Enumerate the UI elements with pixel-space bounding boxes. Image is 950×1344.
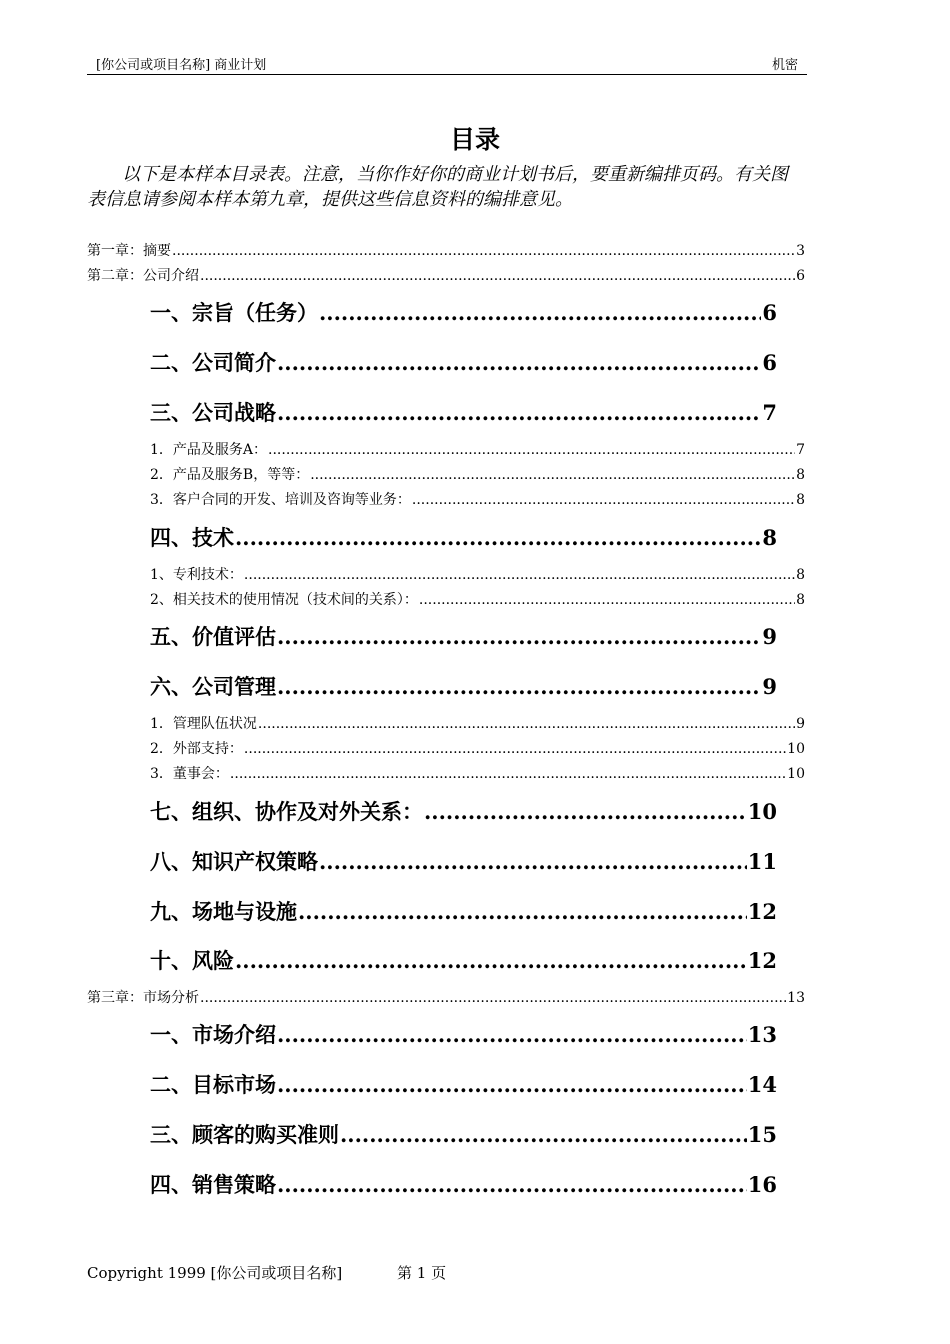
toc-page: 7 <box>762 400 777 425</box>
toc-entry[interactable] <box>150 439 805 459</box>
toc-entry[interactable] <box>87 265 805 285</box>
toc-page: 8 <box>796 467 805 483</box>
toc-entry[interactable] <box>150 1019 777 1049</box>
toc-page: 6 <box>796 268 805 284</box>
toc-label: 第二章：公司介绍 <box>87 268 199 284</box>
page-title: 目录 <box>449 125 500 154</box>
header-company-name: [你公司或项目名称] 商业计划 <box>96 58 267 73</box>
footer-page-number: 第 1 页 <box>397 1264 447 1282</box>
toc-page: 14 <box>747 1072 777 1097</box>
toc-label: 1．管理队伍状况 <box>150 716 257 732</box>
toc-label: 三、公司战略 <box>150 400 276 425</box>
toc-page: 8 <box>796 592 805 608</box>
toc-label: 2、相关技术的使用情况（技术间的关系）： <box>150 592 418 608</box>
toc-page: 8 <box>796 567 805 583</box>
toc-entry[interactable] <box>150 846 777 876</box>
toc-label: 七、组织、协作及对外关系： <box>150 799 423 824</box>
toc-label: 1、专利技术： <box>150 567 243 583</box>
footer-copyright: Copyright 1999 [你公司或项目名称] <box>87 1264 343 1282</box>
toc-page: 10 <box>747 799 777 824</box>
toc-entry[interactable] <box>150 297 777 327</box>
toc-entry[interactable] <box>150 738 805 758</box>
toc-label: 四、销售策略 <box>150 1172 276 1197</box>
toc-page: 6 <box>762 350 777 375</box>
toc-entry[interactable] <box>150 489 805 509</box>
toc-entry[interactable] <box>150 1069 777 1099</box>
toc-label: 六、公司管理 <box>150 674 276 699</box>
toc-entry[interactable] <box>150 564 805 584</box>
toc-entry[interactable] <box>150 796 777 826</box>
toc-entry[interactable] <box>150 1169 777 1199</box>
toc-entry[interactable] <box>150 896 777 926</box>
toc-label: 四、技术 <box>150 525 234 550</box>
toc-entry[interactable] <box>150 671 777 701</box>
toc-entry[interactable] <box>150 397 777 427</box>
toc-entry[interactable] <box>150 945 777 975</box>
toc-entry[interactable] <box>150 347 777 377</box>
toc-page: 13 <box>747 1022 777 1047</box>
toc-entry[interactable] <box>150 522 777 552</box>
page-header <box>87 54 807 75</box>
toc-label: 2．产品及服务B，等等： <box>150 467 310 483</box>
toc-page: 6 <box>762 300 777 325</box>
toc-label: 1．产品及服务A： <box>150 442 268 458</box>
toc-page: 16 <box>747 1172 777 1197</box>
toc-entry[interactable] <box>150 589 805 609</box>
page-footer <box>87 1262 447 1283</box>
toc-page: 9 <box>762 624 777 649</box>
toc-entry[interactable] <box>150 464 805 484</box>
header-confidential: 机密 <box>771 58 798 73</box>
toc-page: 12 <box>747 948 777 973</box>
toc-page: 15 <box>747 1122 777 1147</box>
toc-label: 第一章：摘要 <box>87 243 171 259</box>
toc-page: 10 <box>787 766 805 782</box>
toc-label: 2．外部支持： <box>150 741 243 757</box>
intro-paragraph: 以下是本样本目录表。注意，当你作好你的商业计划书后，要重新编排页码。有关图表信息请参阅本样本第九章，提供这些信息资料的编排意见。 <box>87 164 788 210</box>
toc-label: 二、目标市场 <box>150 1072 276 1097</box>
toc-page: 11 <box>747 849 777 874</box>
toc-page: 10 <box>787 741 805 757</box>
toc-page: 9 <box>762 674 777 699</box>
toc-entry[interactable] <box>87 240 805 260</box>
toc-label: 3．客户合同的开发、培训及咨询等业务： <box>150 492 411 508</box>
toc-page: 9 <box>796 716 805 732</box>
toc-entry[interactable] <box>150 621 777 651</box>
toc-entry[interactable] <box>150 713 805 733</box>
toc-label: 一、宗旨（任务） <box>150 300 318 325</box>
toc-label: 3．董事会： <box>150 766 229 782</box>
toc-page: 12 <box>747 899 777 924</box>
toc-page: 3 <box>796 243 805 259</box>
toc-label: 九、场地与设施 <box>150 899 297 924</box>
toc-entry[interactable] <box>150 763 805 783</box>
toc-label: 一、市场介绍 <box>150 1022 276 1047</box>
toc-page: 7 <box>796 442 805 458</box>
toc-entry[interactable] <box>87 987 805 1007</box>
toc-label: 五、价值评估 <box>150 624 276 649</box>
toc-label: 三、顾客的购买准则 <box>150 1122 339 1147</box>
toc-page: 8 <box>796 492 805 508</box>
toc-entry[interactable] <box>150 1119 777 1149</box>
toc-label: 第三章：市场分析 <box>87 990 199 1006</box>
toc-label: 十、风险 <box>150 948 234 973</box>
toc-page: 13 <box>787 990 805 1006</box>
toc-label: 八、知识产权策略 <box>150 849 318 874</box>
toc-page: 8 <box>762 525 777 550</box>
toc-label: 二、公司简介 <box>150 350 276 375</box>
